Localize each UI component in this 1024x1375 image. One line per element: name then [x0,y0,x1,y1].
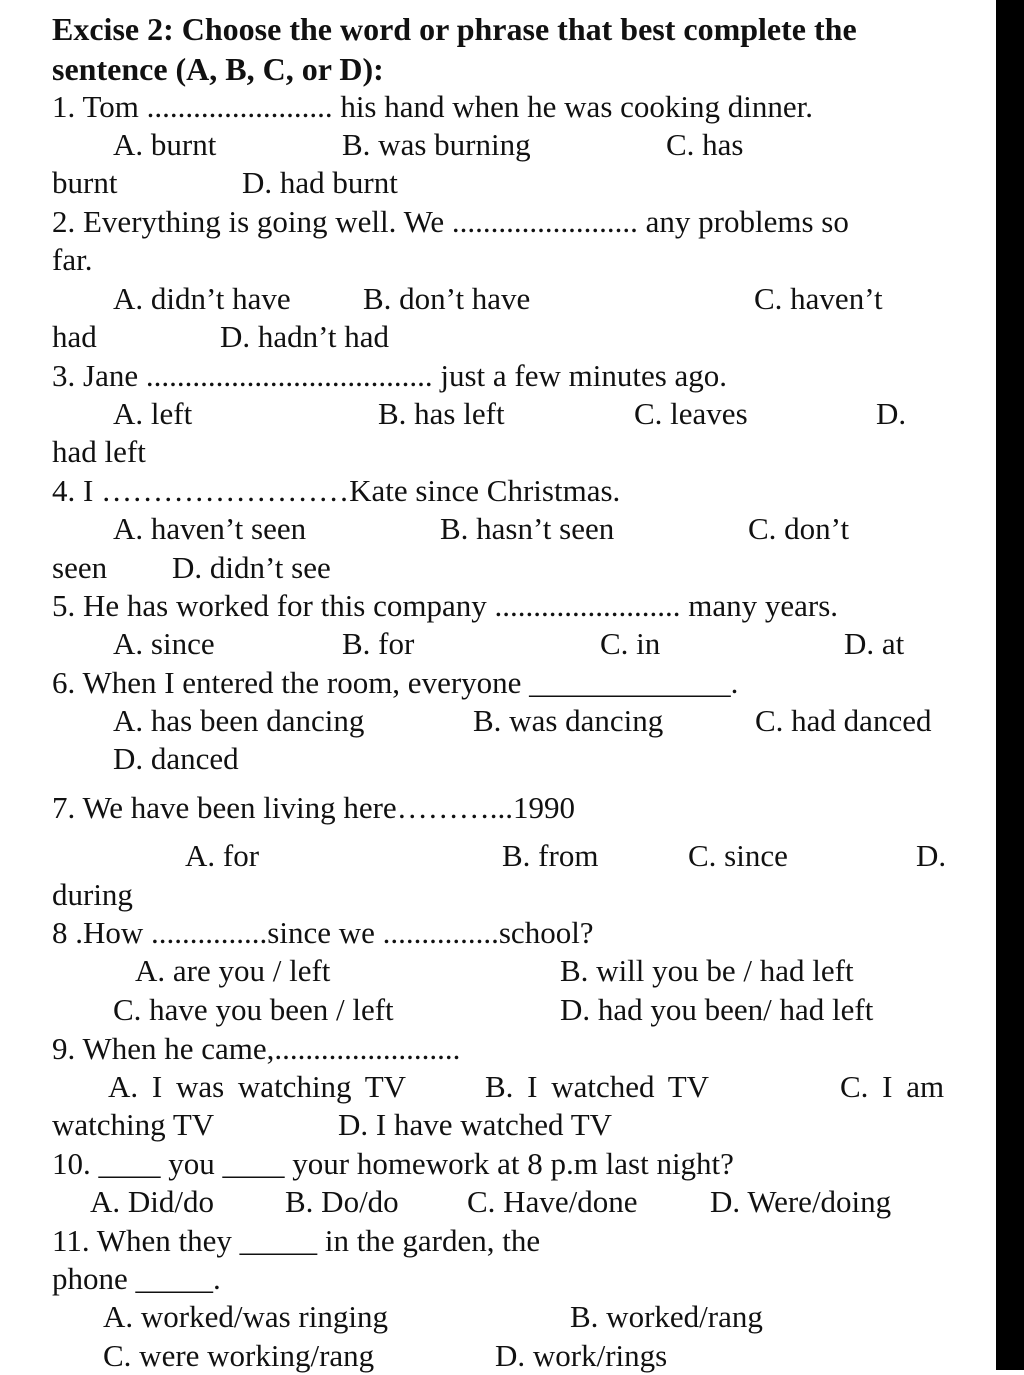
q1-option-a: A. burnt [113,127,217,162]
q10-option-d: D. Were/doing [710,1184,892,1219]
q1-option-d: D. had burnt [242,165,398,200]
q3-option-a: A. left [113,396,193,431]
q8-option-c: C. have you been / left [113,992,394,1027]
q4-option-d: D. didn’t see [172,550,331,585]
q8-option-b: B. will you be / had left [560,953,854,988]
q5-option-a: A. since [113,626,215,661]
question-9-stem: 9. When he came,........................ [52,1031,461,1066]
question-8-stem: 8 .How ...............since we ...............school? [52,915,594,950]
q5-option-b: B. for [342,626,415,661]
q9-option-b: B. I watched TV [485,1069,710,1104]
q7-option-c: C. since [688,838,788,873]
question-10-stem: 10. ____ you ____ your homework at 8 p.m last night? [52,1146,734,1181]
q9-option-c-cont: watching TV [52,1107,215,1142]
q6-option-d: D. danced [113,741,239,776]
exercise-title-line2: sentence (A, B, C, or D): [52,51,384,87]
right-edge-bar [996,0,1024,1370]
q2-option-c-cont: had [52,319,97,354]
question-5-stem: 5. He has worked for this company ........................ many years. [52,588,839,623]
q7-option-d: D. [916,838,947,873]
q1-option-b: B. was burning [342,127,531,162]
q9-option-d: D. I have watched TV [338,1107,613,1142]
q3-option-b: B. has left [378,396,505,431]
question-11-stem-cont: phone _____. [52,1261,221,1296]
exercise-title-line1: Excise 2: Choose the word or phrase that best complete the [52,11,857,47]
question-11-stem: 11. When they _____ in the garden, the [52,1223,541,1258]
q10-option-a: A. Did/do [90,1184,214,1219]
q1-option-c-cont: burnt [52,165,118,200]
question-2-stem-cont: far. [52,242,93,277]
q2-option-b: B. don’t have [363,281,531,316]
q4-option-c: C. don’t [748,511,850,546]
q10-option-b: B. Do/do [285,1184,399,1219]
q9-option-a: A. I was watching TV [108,1069,407,1104]
q2-option-c: C. haven’t [754,281,883,316]
q4-option-a: A. haven’t seen [113,511,307,546]
q3-option-c: C. leaves [634,396,748,431]
q3-option-d: D. [876,396,907,431]
q3-option-d-cont: had left [52,434,146,469]
q6-option-a: A. has been dancing [113,703,365,738]
q7-option-a: A. for [185,838,260,873]
q10-option-c: C. Have/done [467,1184,638,1219]
q6-option-b: B. was dancing [473,703,664,738]
q11-option-b: B. worked/rang [570,1299,763,1334]
q7-option-b: B. from [502,838,599,873]
q11-option-d: D. work/rings [495,1338,668,1373]
q6-option-c: C. had danced [755,703,932,738]
q8-option-d: D. had you been/ had left [560,992,874,1027]
question-2-stem: 2. Everything is going well. We ........................ any problems so [52,204,849,239]
q9-option-c: C. I am [840,1069,945,1104]
q5-option-d: D. at [844,626,905,661]
q5-option-c: C. in [600,626,661,661]
q4-option-b: B. hasn’t seen [440,511,615,546]
question-4-stem: 4. I ……………………Kate since Christmas. [52,473,621,508]
question-7-stem: 7. We have been living here………...1990 [52,790,575,825]
q11-option-a: A. worked/was ringing [103,1299,388,1334]
q1-option-c: C. has [666,127,744,162]
question-3-stem: 3. Jane ..................................... just a few minutes ago. [52,358,728,393]
q8-option-a: A. are you / left [135,953,331,988]
question-1-stem: 1. Tom ........................ his hand when he was cooking dinner. [52,89,813,124]
question-6-stem: 6. When I entered the room, everyone _____________. [52,665,739,700]
q2-option-a: A. didn’t have [113,281,291,316]
q4-option-c-cont: seen [52,550,108,585]
q11-option-c: C. were working/rang [103,1338,375,1373]
q2-option-d: D. hadn’t had [220,319,390,354]
q7-option-d-cont: during [52,877,133,912]
